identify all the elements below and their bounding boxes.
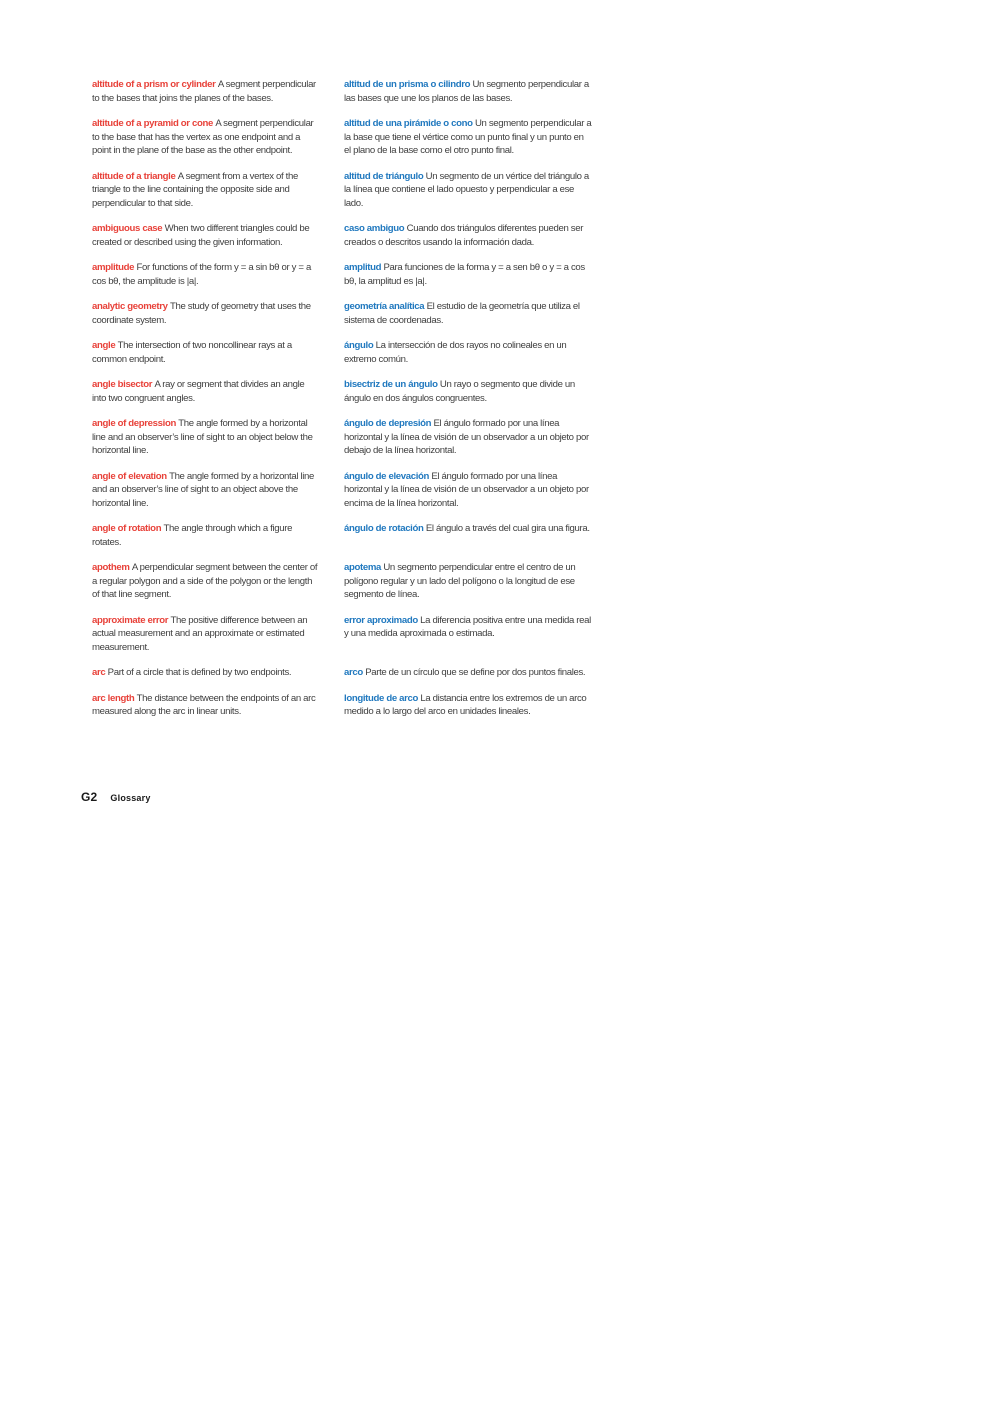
- term-es: altitud de triángulo: [344, 170, 426, 182]
- glossary-entry-en: [92, 222, 320, 249]
- definition-es: El estudio de la geometría que utiliza el sistema de coordenadas.: [344, 301, 580, 326]
- glossary-entry-es: [344, 522, 592, 549]
- term-en: angle of rotation: [92, 523, 164, 534]
- term-en: arc length: [92, 692, 137, 704]
- glossary-entry-es: [344, 170, 592, 211]
- glossary-entry-es: [344, 666, 592, 680]
- term-en: altitude of a prism or cylinder: [92, 79, 218, 90]
- glossary-entry-es: [344, 561, 592, 602]
- definition-es: Cuando dos triángulos diferentes pueden ser creados o descritos usando la información dada.: [344, 223, 584, 248]
- definition-en: A segment perpendicular to the bases that joins the planes of the bases.: [92, 79, 316, 104]
- definition-en: A segment from a vertex of the triangle to the line containing the opposite side and perpendicular to that side.: [92, 170, 298, 209]
- definition-es: La distancia entre los extremos de un arco medido a lo largo del arco en unidades lineales.: [344, 692, 587, 717]
- definition-en: A segment perpendicular to the base that has the vertex as one endpoint and a point in the plane of the base as the other endpoint.: [92, 118, 314, 156]
- glossary-entry-en: [92, 378, 320, 405]
- term-es: error aproximado: [344, 614, 421, 626]
- definition-es: Un rayo o segmento que divide un ángulo en dos ángulos congruentes.: [344, 379, 575, 404]
- definition-en: The angle formed by a horizontal line and an observer’s line of sight to an object below the horizontal line.: [92, 418, 313, 456]
- definition-es: El ángulo formado por una línea horizontal y la línea de visión de un observador a un objeto por debajo de la línea horizontal.: [344, 418, 589, 456]
- term-es: bisectriz de un ángulo: [344, 379, 440, 390]
- glossary-entry-es: [344, 692, 592, 719]
- term-es: ángulo de rotación: [344, 523, 426, 534]
- term-en: approximate error: [92, 614, 171, 626]
- glossary-entries: [92, 78, 592, 719]
- glossary-entry-es: [344, 117, 592, 158]
- definition-es: La diferencia positiva entre una medida real y una medida aproximada o estimada.: [344, 614, 591, 639]
- term-es: ángulo de depresión: [344, 418, 434, 429]
- definition-en: A perpendicular segment between the center of a regular polygon and a side of the polygon or the length of that line segment.: [92, 562, 318, 600]
- term-en: angle bisector: [92, 379, 155, 390]
- definition-en: Part of a circle that is defined by two endpoints.: [107, 667, 292, 678]
- term-en: angle of depression: [92, 418, 179, 429]
- glossary-entry-en: [92, 417, 320, 458]
- definition-es: La intersección de dos rayos no colineales en un extremo común.: [344, 340, 567, 365]
- term-en: altitude of a triangle: [92, 170, 178, 182]
- term-en: analytic geometry: [92, 301, 170, 312]
- term-es: ángulo: [344, 340, 376, 351]
- glossary-entry-en: [92, 117, 320, 158]
- term-en: apothem: [92, 562, 132, 573]
- definition-es: Un segmento perpendicular entre el centro de un polígono regular y un lado del polígono o la longitud de ese segmento de línea.: [344, 562, 576, 600]
- glossary-entry-es: [344, 470, 592, 511]
- glossary-entry-es: [344, 378, 592, 405]
- definition-en: When two different triangles could be created or described using the given information.: [92, 223, 310, 248]
- definition-en: A ray or segment that divides an angle into two congruent angles.: [92, 379, 305, 404]
- glossary-entry-en: [92, 470, 320, 511]
- glossary-entry-es: [344, 614, 592, 655]
- glossary-entry-en: [92, 339, 320, 366]
- definition-es: Un segmento perpendicular a las bases que une los planos de las bases.: [344, 79, 589, 104]
- glossary-entry-en: [92, 561, 320, 602]
- glossary-entry-es: [344, 417, 592, 458]
- term-es: apotema: [344, 562, 384, 573]
- term-es: altitud de una pirámide o cono: [344, 118, 475, 129]
- glossary-entry-es: [344, 339, 592, 366]
- term-en: ambiguous case: [92, 223, 165, 234]
- glossary-entry-es: [344, 261, 592, 288]
- term-es: caso ambiguo: [344, 223, 407, 234]
- glossary-entry-es: [344, 300, 592, 327]
- glossary-entry-en: [92, 692, 320, 719]
- page-number: G2: [81, 790, 98, 804]
- glossary-entry-en: [92, 522, 320, 549]
- glossary-entry-es: [344, 78, 592, 105]
- glossary-entry-es: [344, 222, 592, 249]
- term-en: angle of elevation: [92, 470, 170, 482]
- definition-es: Un segmento perpendicular a la base que tiene el vértice como un punto final y un punto en el plano de la base como el otro punto final.: [344, 118, 592, 156]
- definition-en: The angle through which a figure rotates.: [92, 523, 293, 548]
- term-es: altitud de un prisma o cilindro: [344, 79, 473, 90]
- glossary-entry-en: [92, 261, 320, 288]
- section-title: Glossary: [110, 793, 151, 803]
- definition-en: The positive difference between an actual measurement and an approximate or estimated measurement.: [92, 614, 308, 653]
- definition-en: The distance between the endpoints of an arc measured along the arc in linear units.: [92, 692, 316, 717]
- definition-es: El ángulo formado por una línea horizontal y la línea de visión de un observador a un objeto por encima de la línea horizontal.: [344, 470, 589, 509]
- term-en: angle: [92, 340, 118, 351]
- definition-es: Para funciones de la forma y = a sen bθ o y = a cos bθ, la amplitud es |a|.: [344, 262, 585, 287]
- definition-es: Un segmento de un vértice del triángulo a la línea que contiene el lado opuesto y perpendicular a ese lado.: [344, 170, 589, 209]
- term-es: amplitud: [344, 262, 384, 273]
- term-es: arco: [344, 667, 366, 678]
- page-footer: [81, 790, 151, 804]
- definition-en: For functions of the form y = a sin bθ or y = a cos bθ, the amplitude is |a|.: [92, 262, 311, 287]
- glossary-entry-en: [92, 614, 320, 655]
- term-es: ángulo de elevación: [344, 470, 432, 482]
- definition-en: The angle formed by a horizontal line and an observer’s line of sight to an object above the horizontal line.: [92, 470, 314, 509]
- term-es: longitude de arco: [344, 692, 421, 704]
- glossary-entry-en: [92, 170, 320, 211]
- definition-en: The study of geometry that uses the coordinate system.: [92, 301, 311, 326]
- term-en: amplitude: [92, 262, 137, 273]
- glossary-entry-en: [92, 78, 320, 105]
- glossary-entry-en: [92, 300, 320, 327]
- term-es: geometría analítica: [344, 301, 427, 312]
- glossary-entry-en: [92, 666, 320, 680]
- definition-en: The intersection of two noncollinear rays at a common endpoint.: [92, 340, 292, 365]
- definition-es: El ángulo a través del cual gira una figura.: [425, 523, 590, 534]
- definition-es: Parte de un círculo que se define por dos puntos finales.: [365, 667, 586, 678]
- term-en: altitude of a pyramid or cone: [92, 118, 216, 129]
- term-en: arc: [92, 667, 108, 678]
